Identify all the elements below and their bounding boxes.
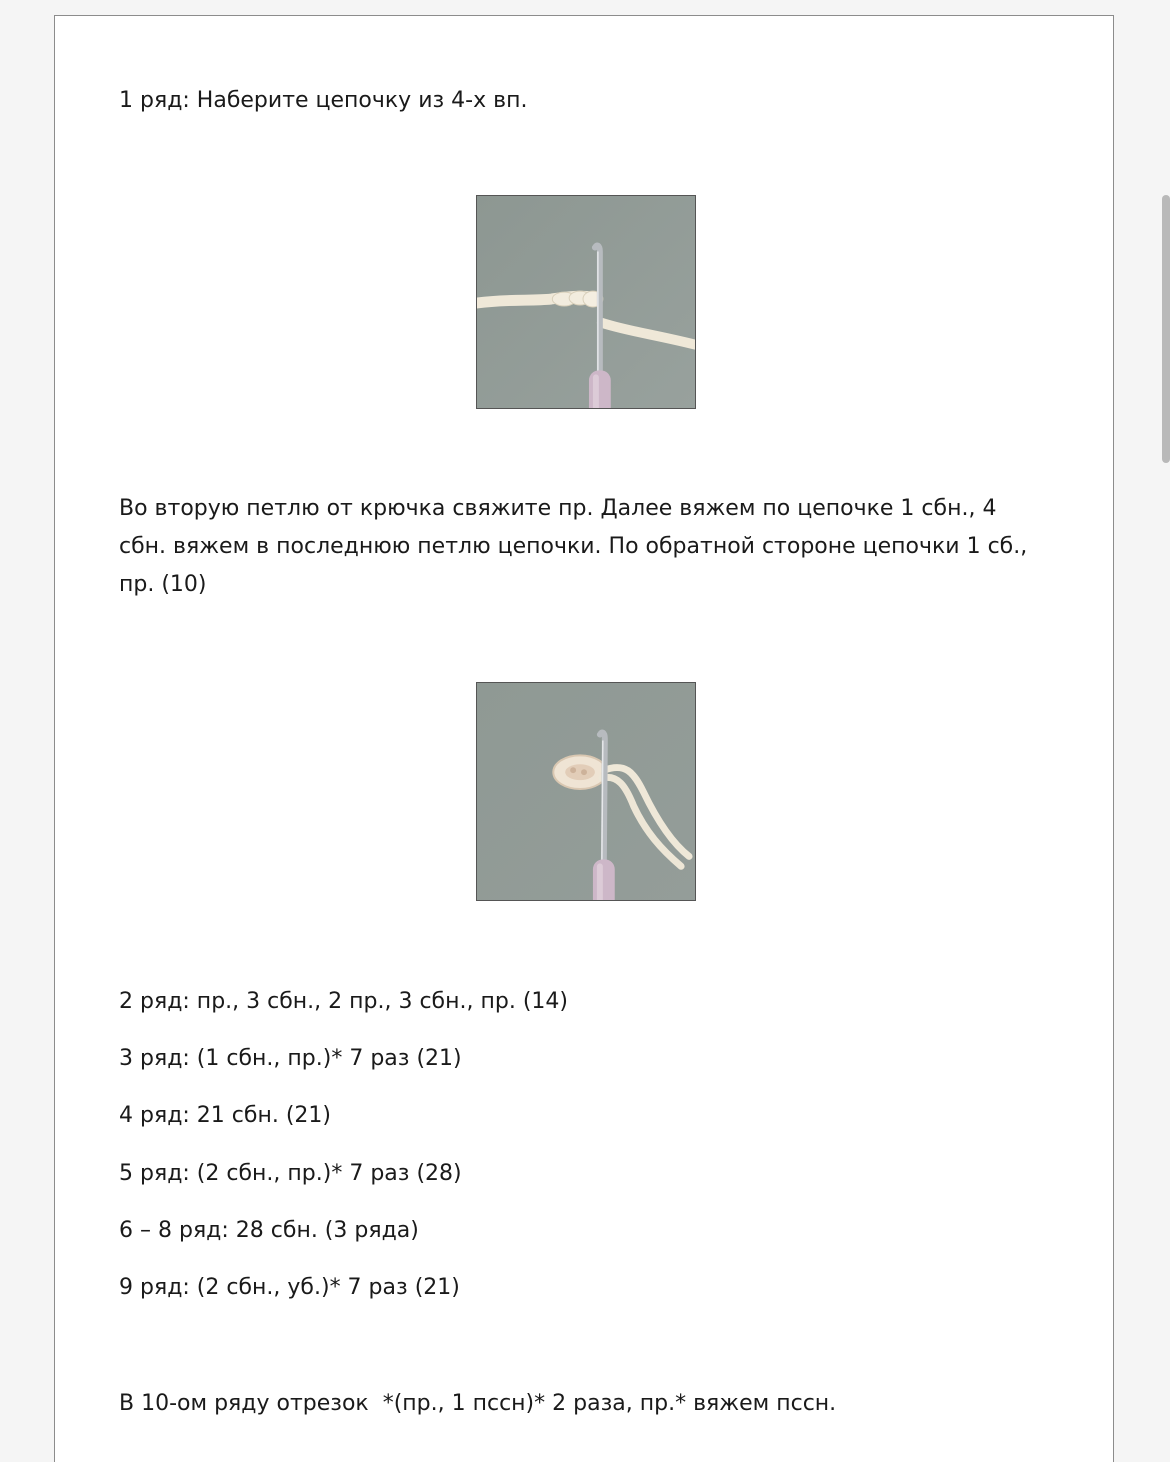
row-2-instruction: 2 ряд: пр., 3 сбн., 2 пр., 3 сбн., пр. (14)	[119, 989, 568, 1014]
vertical-scrollbar[interactable]	[1162, 195, 1170, 463]
photo-oval-start	[476, 682, 696, 901]
row-6-8-instruction: 6 – 8 ряд: 28 сбн. (3 ряда)	[119, 1218, 419, 1243]
row-4-instruction: 4 ряд: 21 сбн. (21)	[119, 1103, 331, 1128]
row-9-instruction: 9 ряд: (2 сбн., уб.)* 7 раз (21)	[119, 1275, 460, 1300]
step-2-instruction: Во вторую петлю от крючка свяжите пр. Далее вяжем по цепочке 1 сбн., 4 сбн. вяжем в последнюю петлю цепочки. По обратной стороне цепочки 1 сб., пр. (10)	[119, 496, 1035, 597]
row-10-instruction: В 10-ом ряду отрезок *(пр., 1 пссн)* 2 раза, пр.* вяжем пссн.	[119, 1391, 837, 1416]
crochet-hook-oval-start-photo-icon	[477, 683, 695, 900]
row-5-instruction: 5 ряд: (2 сбн., пр.)* 7 раз (28)	[119, 1161, 462, 1186]
row-3-instruction: 3 ряд: (1 сбн., пр.)* 7 раз (21)	[119, 1046, 462, 1071]
crochet-hook-chain-photo-icon	[477, 196, 695, 408]
document-page	[54, 15, 1114, 1462]
photo-chain	[476, 195, 696, 409]
row-1-instruction: 1 ряд: Наберите цепочку из 4-х вп.	[119, 88, 528, 113]
